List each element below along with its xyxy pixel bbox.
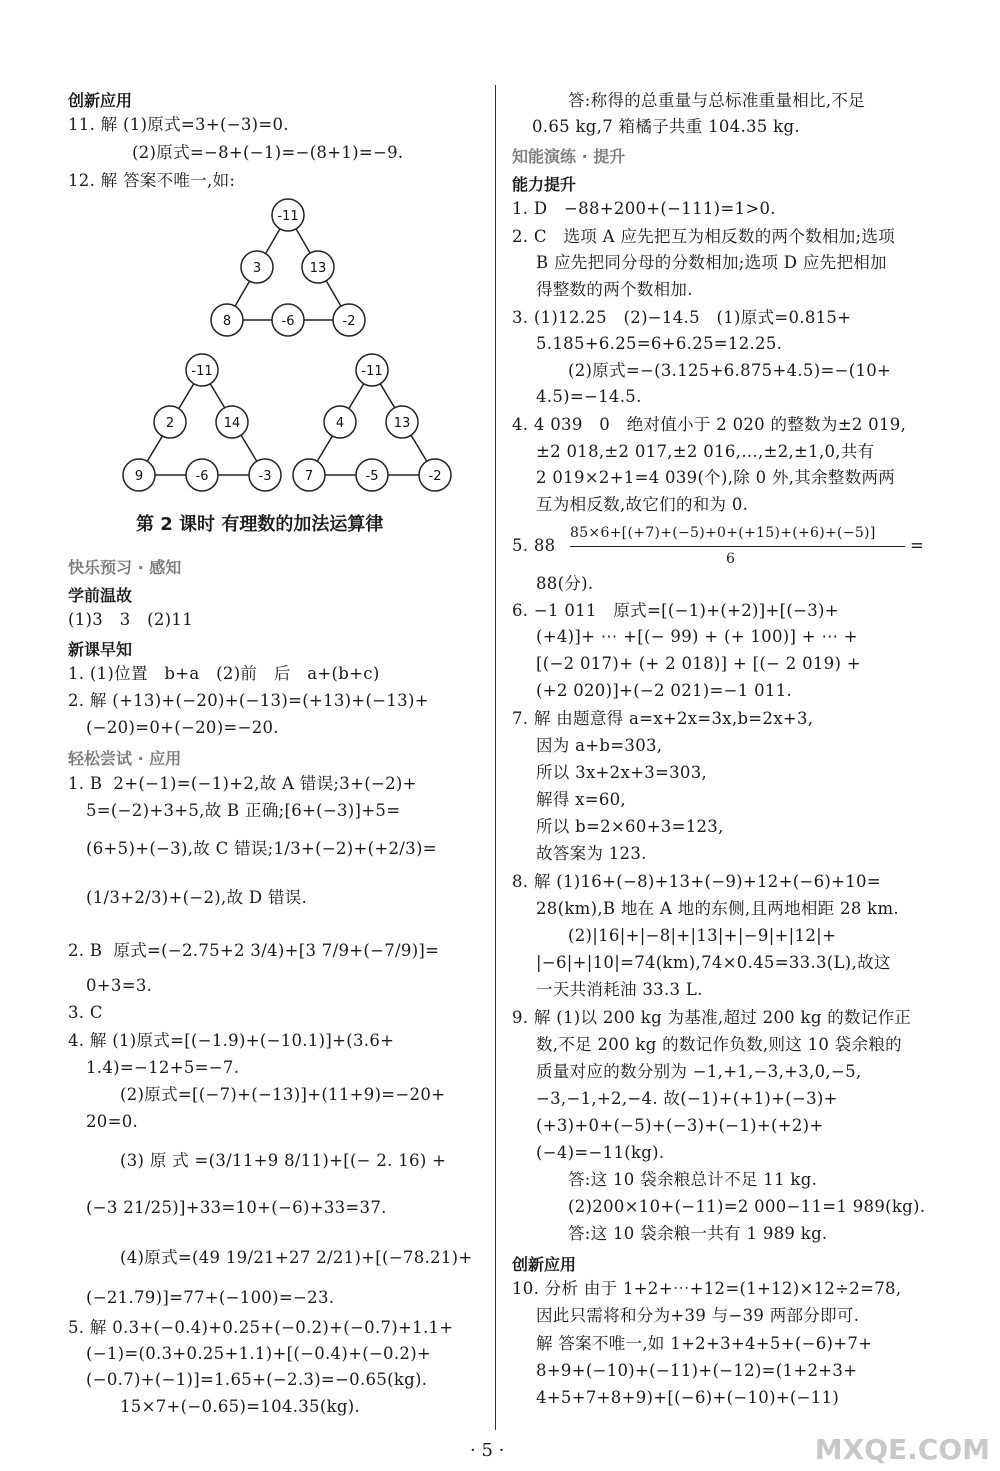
try-answer-1: 1. B 2+(−1)=(−1)+2,故 A 错误;3+(−2)+: [68, 774, 417, 793]
node-value: 4: [335, 416, 345, 431]
node-value: -11: [277, 209, 299, 224]
drill-answer-6-cont2: [(−2 017)+ (+ 2 018)] + [(− 2 019) +: [536, 654, 861, 673]
review-answer: (1)3 3 (2)11: [68, 610, 194, 629]
drill-answer-6: 6. −1 011 原式=[(−1)+(+2)]+[(−3)+: [512, 601, 839, 620]
node-value: 2: [165, 416, 175, 431]
new-answer-2: 2. 解 (+13)+(−20)+(−13)=(+13)+(−13)+: [68, 691, 429, 710]
section-drill: 知能演练 · 提升: [512, 147, 626, 166]
drill-answer-9-part2: (2)200×10+(−11)=2 000−11=1 989(kg).: [568, 1197, 926, 1216]
try-answer-4-part4: (4)原式=(49 19/21+27 2/21)+[(−78.21)+: [120, 1248, 473, 1267]
drill-answer-7-cont5: 故答案为 123.: [536, 844, 647, 863]
drill-answer-7-cont3: 解得 x=60,: [536, 790, 627, 809]
drill-answer-7-cont4: 所以 b=2×60+3=123,: [536, 817, 724, 836]
try-answer-4-part2: (2)原式=[(−7)+(−13)]+(11+9)=−20+: [120, 1085, 446, 1104]
fraction-numerator: 85×6+[(+7)+(−5)+0+(+15)+(+6)+(−5)]: [570, 525, 876, 541]
node-value: -5: [365, 469, 379, 484]
node-value: 14: [223, 416, 241, 431]
drill-answer-4-cont3: 互为相反数,故它们的和为 0.: [536, 495, 749, 514]
try-answer-4-cont: 1.4)=−12+5=−7.: [86, 1058, 240, 1077]
innov-answer-10-solution-cont2: 4+5+7+8+9)+[(−6)+(−10)+(−11): [536, 1388, 840, 1407]
section-try: 轻松尝试 · 应用: [68, 749, 182, 768]
node-value: 7: [304, 469, 314, 484]
drill-answer-3: 3. (1)12.25 (2)−14.5 (1)原式=0.815+: [512, 308, 852, 327]
innov-answer-10-solution: 解 答案不唯一,如 1+2+3+4+5+(−6)+7+: [536, 1334, 873, 1353]
drill-answer-9-cont2: 质量对应的数分别为 −1,+1,−3,+3,0,−5,: [536, 1062, 862, 1081]
drill-answer-6-cont3: (+2 020)]+(−2 021)=−1 011.: [536, 681, 793, 700]
heading-new-lesson: 新课早知: [68, 640, 133, 659]
column-divider: [495, 85, 496, 1430]
drill-answer-4-cont: ±2 018,±2 017,±2 016,…,±2,±1,0,共有: [536, 442, 875, 461]
answer-conclusion: 答:称得的总重量与总标准重量相比,不足: [568, 91, 866, 110]
try-answer-5-cont3: 15×7+(−0.65)=104.35(kg).: [120, 1397, 361, 1416]
heading-innovation: 创新应用: [512, 1255, 577, 1274]
drill-answer-9-cont3: −3,−1,+2,−4. 故(−1)+(+1)+(−3)+: [536, 1089, 838, 1108]
node-value: -3: [258, 469, 272, 484]
drill-answer-7: 7. 解 由题意得 a=x+2x=3x,b=2x+3,: [512, 709, 814, 728]
drill-answer-9-cont4: (+3)+0+(−5)+(−3)+(−1)+(+2)+: [536, 1116, 824, 1135]
drill-answer-9: 9. 解 (1)以 200 kg 为基准,超过 200 kg 的数记作正: [512, 1008, 912, 1027]
node-value: -11: [361, 364, 383, 379]
try-answer-4-part3: (3) 原 式 =(3/11+9 8/11)+[(− 2. 16) +: [120, 1151, 447, 1170]
drill-answer-3-part2-cont: 4.5)=−14.5.: [536, 387, 642, 406]
try-answer-1-cont2: (6+5)+(−3),故 C 错误;1/3+(−2)+(+2/3)=: [86, 839, 437, 858]
try-answer-2-cont: 0+3=3.: [86, 976, 153, 995]
try-answer-4: 4. 解 (1)原式=[(−1.9)+(−10.1)]+(3.6+: [68, 1031, 395, 1050]
drill-answer-9-part2-conclusion: 答:这 10 袋余粮一共有 1 989 kg.: [568, 1224, 828, 1243]
triangle-diagram-1: [200, 195, 370, 345]
try-answer-4-part4-cont: (−21.79)]=77+(−100)=−23.: [86, 1288, 335, 1307]
node-value: 9: [134, 469, 144, 484]
fraction-bar: [570, 546, 905, 547]
node-value: -2: [428, 469, 442, 484]
drill-answer-2-cont: B 应先把同分母的分数相加;选项 D 应先把相加: [536, 253, 887, 272]
innov-answer-10-cont: 因此只需将和分为+39 与−39 两部分即可.: [536, 1306, 860, 1325]
try-answer-5-cont2: (−0.7)+(−1)]=1.65+(−2.3)=−0.65(kg).: [86, 1370, 428, 1389]
answer-12: 12. 解 答案不唯一,如:: [68, 171, 236, 190]
drill-answer-3-cont: 5.185+6.25=6+6.25=12.25.: [536, 334, 783, 353]
lesson-title: 第 2 课时 有理数的加法运算律: [136, 514, 384, 535]
heading-ability: 能力提升: [512, 175, 577, 194]
drill-answer-8: 8. 解 (1)16+(−8)+13+(−9)+12+(−6)+10=: [512, 872, 881, 891]
try-answer-1-cont3: (1/3+2/3)+(−2),故 D 错误.: [86, 888, 308, 907]
drill-answer-8-part2-cont: |−6|+|10|=74(km),74×0.45=33.3(L),故这: [536, 953, 891, 972]
innov-answer-10: 10. 分析 由于 1+2+⋯+12=(1+12)×12÷2=78,: [512, 1279, 902, 1298]
drill-answer-8-cont: 28(km),B 地在 A 地的东侧,且两地相距 28 km.: [536, 899, 899, 918]
answer-conclusion-cont: 0.65 kg,7 箱橘子共重 104.35 kg.: [532, 117, 800, 136]
drill-answer-7-cont: 因为 a+b=303,: [536, 736, 663, 755]
fraction-denominator: 6: [726, 551, 736, 567]
drill-answer-1: 1. D −88+200+(−111)=1>0.: [512, 199, 776, 218]
drill-answer-8-part2: (2)|16|+|−8|+|13|+|−9|+|12|+: [568, 926, 837, 945]
node-value: 3: [252, 261, 262, 276]
answer-11-part2: (2)原式=−8+(−1)=−(8+1)=−9.: [132, 143, 404, 162]
try-answer-3: 3. C: [68, 1003, 103, 1022]
drill-answer-9-cont5: (−4)=−11(kg).: [536, 1143, 665, 1162]
triangle-diagram-3: [290, 352, 460, 502]
section-innovation: 创新应用: [68, 91, 133, 110]
try-answer-5: 5. 解 0.3+(−0.4)+0.25+(−0.2)+(−0.7)+1.1+: [68, 1318, 454, 1337]
try-answer-1-cont: 5=(−2)+3+5,故 B 正确;[6+(−3)]+5=: [86, 801, 401, 820]
drill-answer-7-cont2: 所以 3x+2x+3=303,: [536, 763, 708, 782]
drill-answer-4-cont2: 2 019×2+1=4 039(个),除 0 外,其余整数两两: [536, 468, 896, 487]
new-answer-2-cont: (−20)=0+(−20)=−20.: [86, 718, 279, 737]
node-value: -2: [342, 314, 356, 329]
page-number: · 5 ·: [470, 1440, 505, 1461]
new-answer-1: 1. (1)位置 b+a (2)前 后 a+(b+c): [68, 664, 380, 683]
node-value: -6: [195, 469, 209, 484]
section-preview: 快乐预习 · 感知: [68, 558, 182, 577]
try-answer-4-part2-cont: 20=0.: [86, 1112, 139, 1131]
watermark-logo: MXQE.COM: [814, 1433, 990, 1466]
try-answer-2: 2. B 原式=(−2.75+2 3/4)+[3 7/9+(−7/9)]=: [68, 941, 440, 960]
drill-answer-5: 5. 88: [512, 536, 556, 555]
answer-11: 11. 解 (1)原式=3+(−3)=0.: [68, 115, 289, 134]
try-answer-4-part3-cont: (−3 21/25)]+33=10+(−6)+33=37.: [86, 1198, 387, 1217]
node-value: 13: [309, 261, 327, 276]
heading-review: 学前温故: [68, 586, 133, 605]
drill-answer-9-conclusion: 答:这 10 袋余粮总计不足 11 kg.: [568, 1170, 818, 1189]
drill-answer-4: 4. 4 039 0 绝对值小于 2 020 的整数为±2 019,: [512, 415, 907, 434]
node-value: -6: [281, 314, 295, 329]
node-value: 13: [393, 416, 411, 431]
node-value: 8: [222, 314, 232, 329]
triangle-diagram-2: [112, 352, 282, 502]
drill-answer-3-part2: (2)原式=−(3.125+6.875+4.5)=−(10+: [568, 361, 892, 380]
equals-sign: =: [910, 536, 925, 555]
node-value: -11: [191, 364, 213, 379]
drill-answer-2-cont2: 得整数的两个数相加.: [536, 280, 693, 299]
try-answer-5-cont: (−1)=(0.3+0.25+1.1)+[(−0.4)+(−0.2)+: [86, 1344, 432, 1363]
drill-answer-6-cont: (+4)]+ ⋯ +[(− 99) + (+ 100)] + ⋯ +: [536, 627, 858, 646]
drill-answer-9-cont: 数,不足 200 kg 的数记作负数,则这 10 袋余粮的: [536, 1035, 902, 1054]
drill-answer-8-part2-cont2: 一天共消耗油 33.3 L.: [536, 980, 703, 999]
innov-answer-10-solution-cont: 8+9+(−10)+(−11)+(−12)=(1+2+3+: [536, 1361, 858, 1380]
drill-answer-5-cont: 88(分).: [536, 574, 594, 593]
drill-answer-2: 2. C 选项 A 应先把互为相反数的两个数相加;选项: [512, 227, 896, 246]
